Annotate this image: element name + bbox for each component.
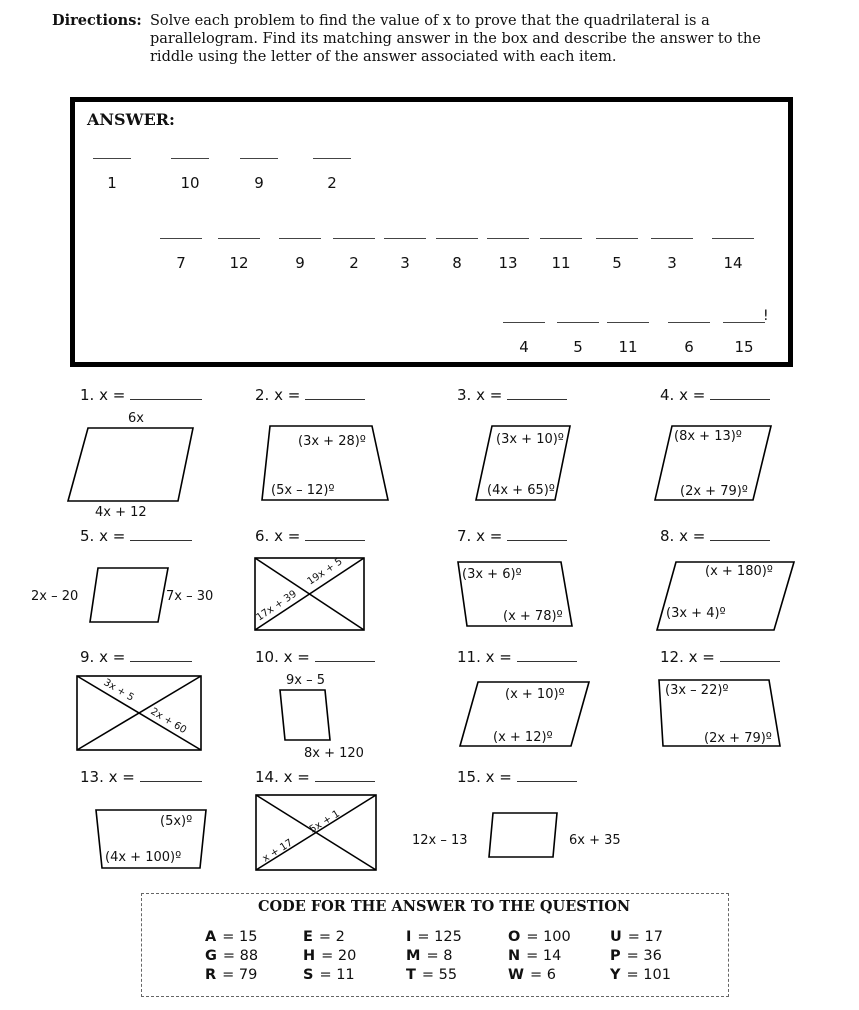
code-letter: W bbox=[508, 967, 524, 983]
code-value: = 2 bbox=[318, 929, 345, 945]
answer-number: 11 bbox=[551, 254, 571, 272]
code-letter: S bbox=[303, 967, 314, 983]
p3-b: (4x + 65)º bbox=[487, 483, 555, 498]
problem-12-label: 12. x = bbox=[660, 648, 780, 666]
p5-left: 2x – 20 bbox=[31, 589, 79, 604]
p14-a: x + 17 bbox=[260, 837, 295, 865]
answer-number: 2 bbox=[349, 254, 359, 272]
answer-number: 9 bbox=[295, 254, 305, 272]
answer-number: 4 bbox=[519, 338, 529, 356]
answer-number: 9 bbox=[254, 174, 264, 192]
p4-a: (8x + 13)º bbox=[674, 429, 742, 444]
code-value: = 100 bbox=[526, 929, 571, 945]
p4-b: (2x + 79)º bbox=[680, 484, 748, 499]
directions-text: Solve each problem to find the value of x to prove that the quadrilateral is a parallelogram. Find its matching answer in the box and describe the answer to the riddle using the letter of the answer associated with each item. bbox=[150, 13, 761, 65]
answer-number: 10 bbox=[180, 174, 200, 192]
code-value: = 79 bbox=[222, 967, 258, 983]
p1-bottom: 4x + 12 bbox=[95, 505, 147, 520]
answer-number: 3 bbox=[667, 254, 677, 272]
code-entry bbox=[303, 948, 356, 964]
problem-6-label: 6. x = bbox=[255, 527, 365, 545]
code-value: = 11 bbox=[319, 967, 355, 983]
code-entry bbox=[205, 948, 258, 964]
answer-number: 12 bbox=[229, 254, 249, 272]
problem-5-label: 5. x = bbox=[80, 527, 192, 545]
problem-15-label: 15. x = bbox=[457, 768, 577, 786]
code-entry bbox=[205, 929, 257, 945]
code-title: CODE FOR THE ANSWER TO THE QUESTION bbox=[258, 898, 631, 915]
answer-exclamation: ! bbox=[763, 308, 769, 324]
problem-10-label: 10. x = bbox=[255, 648, 375, 666]
p9-b: 2x + 60 bbox=[148, 706, 189, 737]
problem-1-label: 1. x = bbox=[80, 386, 202, 404]
answer-number: 6 bbox=[684, 338, 694, 356]
p2-b: (5x – 12)º bbox=[271, 483, 335, 498]
answer-number: 5 bbox=[612, 254, 622, 272]
problem-11-label: 11. x = bbox=[457, 648, 577, 666]
code-value: = 125 bbox=[417, 929, 462, 945]
problem-13-label: 13. x = bbox=[80, 768, 202, 786]
code-letter: U bbox=[610, 929, 622, 945]
answer-number: 1 bbox=[107, 174, 117, 192]
answer-number: 13 bbox=[498, 254, 518, 272]
p8-b: (3x + 4)º bbox=[666, 606, 726, 621]
answer-number: 14 bbox=[723, 254, 743, 272]
code-entry bbox=[508, 948, 561, 964]
code-letter: H bbox=[303, 948, 316, 964]
code-entry bbox=[303, 929, 345, 945]
code-entry bbox=[508, 967, 556, 983]
code-value: = 101 bbox=[626, 967, 671, 983]
answer-number: 8 bbox=[452, 254, 462, 272]
code-entry bbox=[610, 948, 662, 964]
problem-14-label: 14. x = bbox=[255, 768, 375, 786]
code-letter: P bbox=[610, 948, 621, 964]
code-value: = 17 bbox=[627, 929, 663, 945]
p15-left: 12x – 13 bbox=[412, 833, 468, 848]
code-entry bbox=[508, 929, 571, 945]
code-letter: N bbox=[508, 948, 521, 964]
code-entry bbox=[610, 929, 663, 945]
code-value: = 15 bbox=[222, 929, 258, 945]
p14-b: 5x + 1 bbox=[307, 808, 342, 836]
answer-title: ANSWER: bbox=[87, 110, 175, 129]
p3-a: (3x + 10)º bbox=[496, 432, 564, 447]
p5-right: 7x – 30 bbox=[166, 589, 214, 604]
p11-a: (x + 10)º bbox=[505, 687, 565, 702]
p15-right: 6x + 35 bbox=[569, 833, 621, 848]
answer-number: 11 bbox=[618, 338, 638, 356]
problem-4-label: 4. x = bbox=[660, 386, 770, 404]
p9-a: 3x + 5 bbox=[101, 677, 136, 704]
problem-8-label: 8. x = bbox=[660, 527, 770, 545]
figure-1 bbox=[68, 428, 193, 501]
code-letter: I bbox=[406, 929, 412, 945]
problem-3-label: 3. x = bbox=[457, 386, 567, 404]
problem-9-label: 9. x = bbox=[80, 648, 192, 666]
code-letter: M bbox=[406, 948, 421, 964]
answer-number: 2 bbox=[327, 174, 337, 192]
p11-b: (x + 12)º bbox=[493, 730, 553, 745]
p10-bottom: 8x + 120 bbox=[304, 746, 364, 761]
p13-a: (5x)º bbox=[160, 814, 193, 829]
p10-top: 9x – 5 bbox=[286, 673, 325, 688]
code-value: = 55 bbox=[421, 967, 458, 983]
code-letter: G bbox=[205, 948, 217, 964]
code-entry bbox=[610, 967, 671, 983]
code-letter: R bbox=[205, 967, 217, 983]
p6-a: 17x + 39 bbox=[254, 588, 299, 624]
code-entry bbox=[406, 929, 462, 945]
code-entry bbox=[406, 948, 452, 964]
code-letter: O bbox=[508, 929, 521, 945]
code-value: = 6 bbox=[530, 967, 556, 983]
problem-7-label: 7. x = bbox=[457, 527, 567, 545]
p6-b: 19x + 5 bbox=[305, 556, 345, 588]
answer-number: 5 bbox=[573, 338, 583, 356]
code-letter: Y bbox=[610, 967, 621, 983]
code-entry bbox=[406, 967, 457, 983]
answer-number: 15 bbox=[734, 338, 754, 356]
code-entry bbox=[205, 967, 257, 983]
code-value: = 14 bbox=[526, 948, 562, 964]
p7-a: (3x + 6)º bbox=[462, 567, 522, 582]
code-value: = 36 bbox=[626, 948, 662, 964]
answer-number: 7 bbox=[176, 254, 186, 272]
figure-5 bbox=[90, 568, 168, 622]
p8-a: (x + 180)º bbox=[705, 564, 773, 579]
p12-b: (2x + 79)º bbox=[704, 731, 772, 746]
code-letter: E bbox=[303, 929, 313, 945]
directions-label: Directions: bbox=[52, 12, 142, 29]
p12-a: (3x – 22)º bbox=[665, 683, 729, 698]
p13-b: (4x + 100)º bbox=[105, 850, 182, 865]
code-value: = 8 bbox=[426, 948, 453, 964]
code-value: = 88 bbox=[222, 948, 259, 964]
code-value: = 20 bbox=[321, 948, 357, 964]
p2-a: (3x + 28)º bbox=[298, 434, 366, 449]
code-letter: T bbox=[406, 967, 416, 983]
code-entry bbox=[303, 967, 355, 983]
code-letter: A bbox=[205, 929, 217, 945]
answer-number: 3 bbox=[400, 254, 410, 272]
p7-b: (x + 78)º bbox=[503, 609, 563, 624]
p1-top: 6x bbox=[128, 411, 144, 426]
figure-15 bbox=[489, 813, 557, 857]
figure-10 bbox=[280, 690, 330, 740]
problem-2-label: 2. x = bbox=[255, 386, 365, 404]
